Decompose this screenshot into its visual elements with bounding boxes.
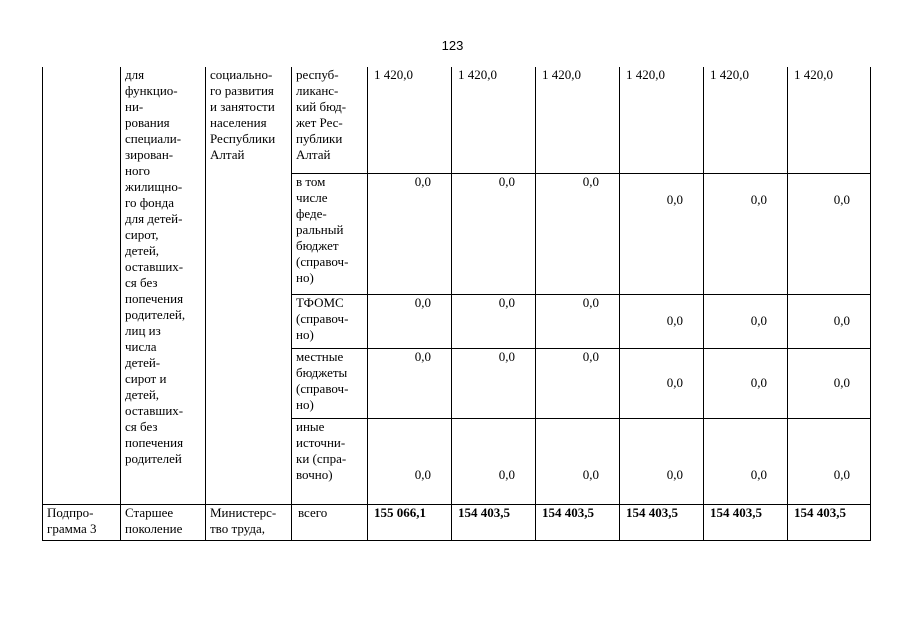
- page-number: 123: [441, 38, 464, 53]
- value-cell: 0,0: [620, 173, 704, 294]
- total-value-cell: 154 403,5: [788, 504, 871, 540]
- value-cell: 1 420,0: [620, 67, 704, 173]
- value-cell: 1 420,0: [368, 67, 452, 173]
- value-cell: 0,0: [368, 348, 452, 418]
- subprogram-name-cell: Старшее поколение: [121, 504, 206, 540]
- value-cell: 0,0: [536, 294, 620, 348]
- executor-cell: социально- го развития и занятости населения Республики Алтай: [206, 67, 292, 504]
- value-cell: 0,0: [452, 418, 536, 504]
- value-cell: 0,0: [788, 348, 871, 418]
- value-cell: 0,0: [620, 348, 704, 418]
- value-cell: 0,0: [368, 173, 452, 294]
- funding-source-cell: местные бюджеты (справоч- но): [292, 348, 368, 418]
- value-cell: 1 420,0: [452, 67, 536, 173]
- total-value-cell: 154 403,5: [704, 504, 788, 540]
- value-cell: 1 420,0: [788, 67, 871, 173]
- table-row: [43, 504, 871, 540]
- table-row: [43, 67, 871, 173]
- value-cell: 0,0: [452, 294, 536, 348]
- program-cell: [43, 67, 121, 504]
- value-cell: 1 420,0: [536, 67, 620, 173]
- value-cell: 1 420,0: [704, 67, 788, 173]
- subprogram-number-cell: Подпро- грамма 3: [43, 504, 121, 540]
- funding-source-cell: респуб- ликанс- кий бюд- жет Рес- публики Алтай: [292, 67, 368, 173]
- total-value-cell: 154 403,5: [620, 504, 704, 540]
- total-value-cell: 155 066,1: [368, 504, 452, 540]
- funding-source-cell: всего: [292, 504, 368, 540]
- funding-source-cell: ТФОМС (справоч- но): [292, 294, 368, 348]
- value-cell: 0,0: [704, 294, 788, 348]
- value-cell: 0,0: [788, 294, 871, 348]
- value-cell: 0,0: [704, 418, 788, 504]
- funding-source-cell: в том числе феде- ральный бюджет (справоч- но): [292, 173, 368, 294]
- total-value-cell: 154 403,5: [452, 504, 536, 540]
- value-cell: 0,0: [368, 418, 452, 504]
- value-cell: 0,0: [704, 173, 788, 294]
- value-cell: 0,0: [620, 418, 704, 504]
- budget-table: [42, 67, 871, 541]
- measure-description-cell: для функцио- ни- рования специали- зирован- ного жилищно- го фонда для детей- сирот, детей, оставших- ся без попечения родителей, лиц из числа детей- сирот и детей, оставших- ся без попечения родителей: [121, 67, 206, 504]
- value-cell: 0,0: [536, 418, 620, 504]
- value-cell: 0,0: [788, 173, 871, 294]
- funding-source-cell: иные источни- ки (спра- вочно): [292, 418, 368, 504]
- value-cell: 0,0: [368, 294, 452, 348]
- value-cell: 0,0: [704, 348, 788, 418]
- executor-cell: Министерс- тво труда,: [206, 504, 292, 540]
- total-value-cell: 154 403,5: [536, 504, 620, 540]
- value-cell: 0,0: [452, 348, 536, 418]
- value-cell: 0,0: [536, 173, 620, 294]
- value-cell: 0,0: [620, 294, 704, 348]
- value-cell: 0,0: [452, 173, 536, 294]
- value-cell: 0,0: [536, 348, 620, 418]
- value-cell: 0,0: [788, 418, 871, 504]
